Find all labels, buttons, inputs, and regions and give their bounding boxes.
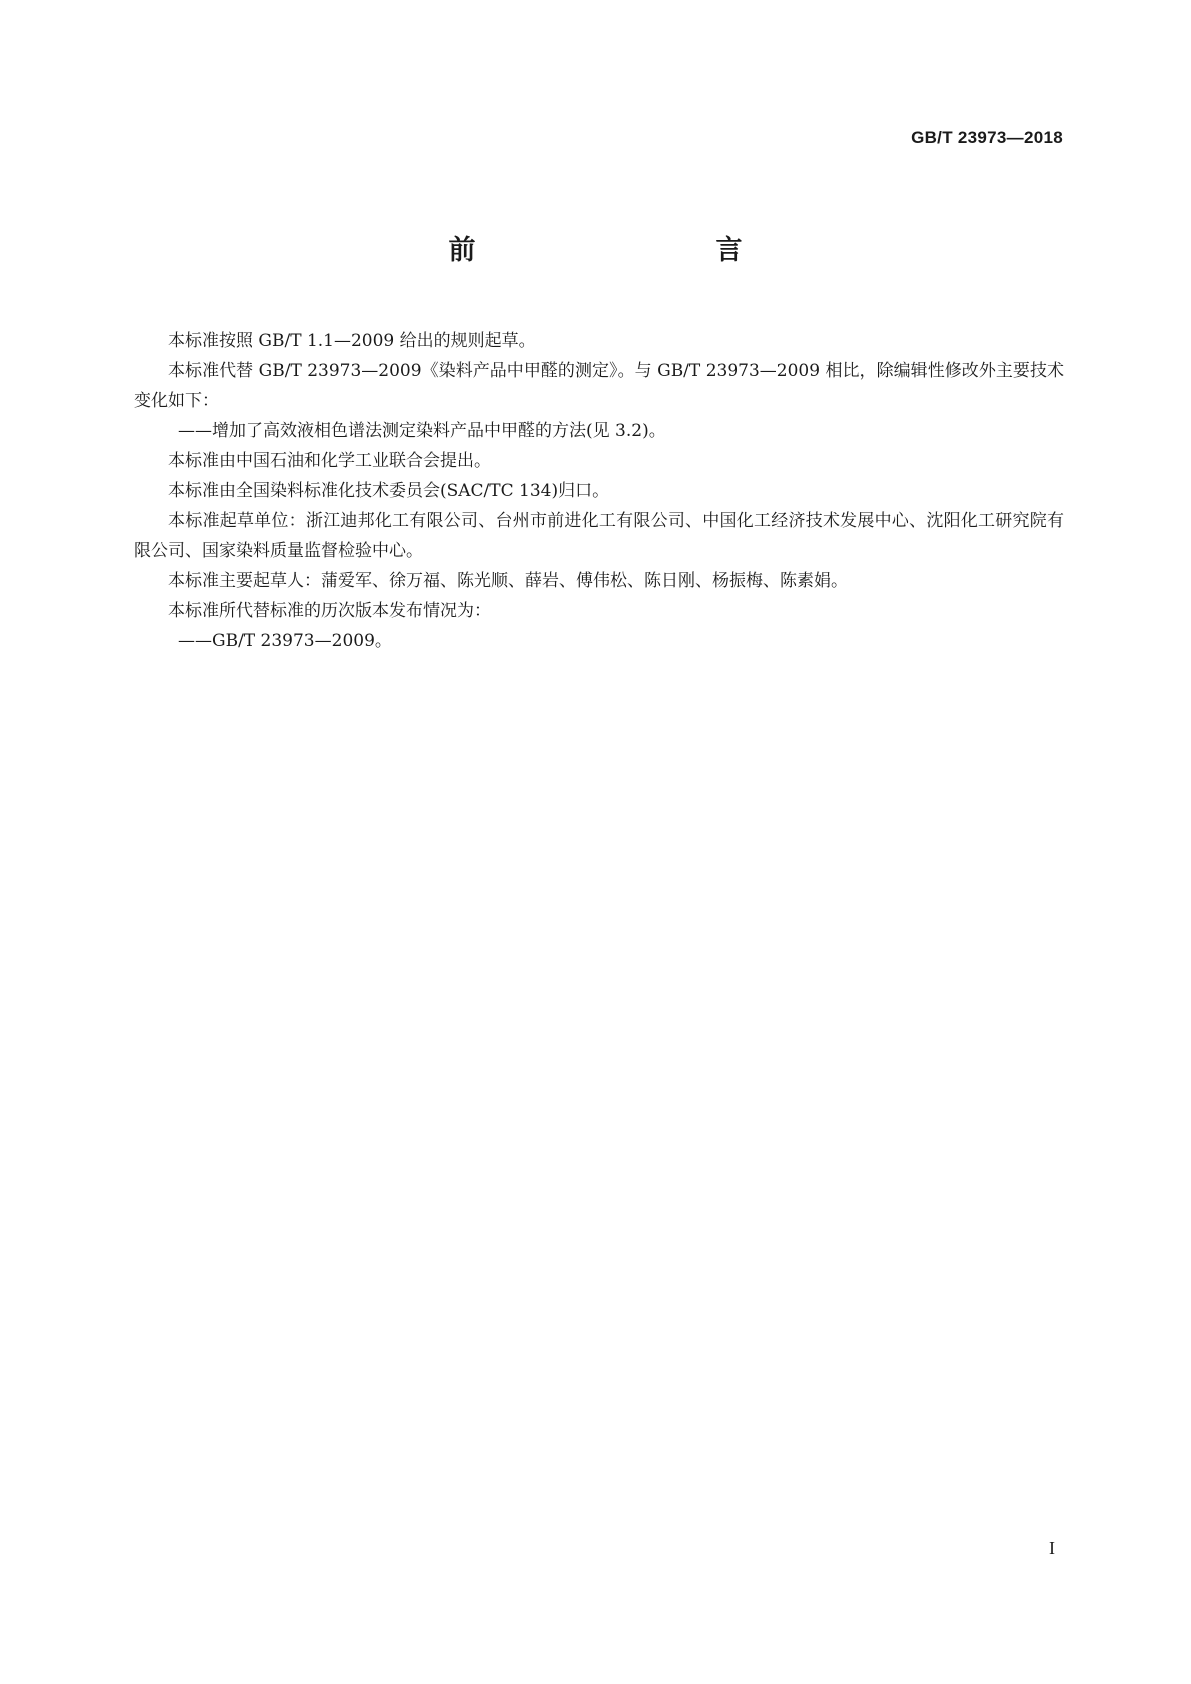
standard-code: GB/T 23973—2018	[911, 128, 1063, 147]
paragraph-drafting-rules: 本标准按照 GB/T 1.1—2009 给出的规则起草。	[168, 331, 536, 351]
paragraph-drafters: 本标准主要起草人：蒲爱军、徐万福、陈光顺、薛岩、傅伟松、陈日刚、杨振梅、陈素娟。	[168, 571, 848, 591]
paragraph-replacement: 本标准代替 GB/T 23973—2009《染料产品中甲醛的测定》。与 GB/T 23973—2009 相比，除编辑性修改外主要技术变化如下：	[134, 361, 1064, 411]
list-item-change: ——增加了高效液相色谱法测定染料产品中甲醛的方法(见 3.2)。	[178, 421, 666, 441]
foreword-body	[134, 326, 1064, 656]
list-item-previous-edition: ——GB/T 23973—2009。	[178, 631, 392, 651]
page-number: I	[1049, 1538, 1055, 1558]
paragraph-under-jurisdiction: 本标准由全国染料标准化技术委员会(SAC/TC 134)归口。	[168, 481, 610, 501]
paragraph-drafting-units: 本标准起草单位：浙江迪邦化工有限公司、台州市前进化工有限公司、中国化工经济技术发展中心、沈阳化工研究院有限公司、国家染料质量监督检验中心。	[134, 511, 1064, 561]
paragraph-proposed-by: 本标准由中国石油和化学工业联合会提出。	[168, 451, 491, 471]
page-title: 前 言	[448, 235, 805, 266]
paragraph-previous-editions: 本标准所代替标准的历次版本发布情况为：	[168, 601, 491, 621]
